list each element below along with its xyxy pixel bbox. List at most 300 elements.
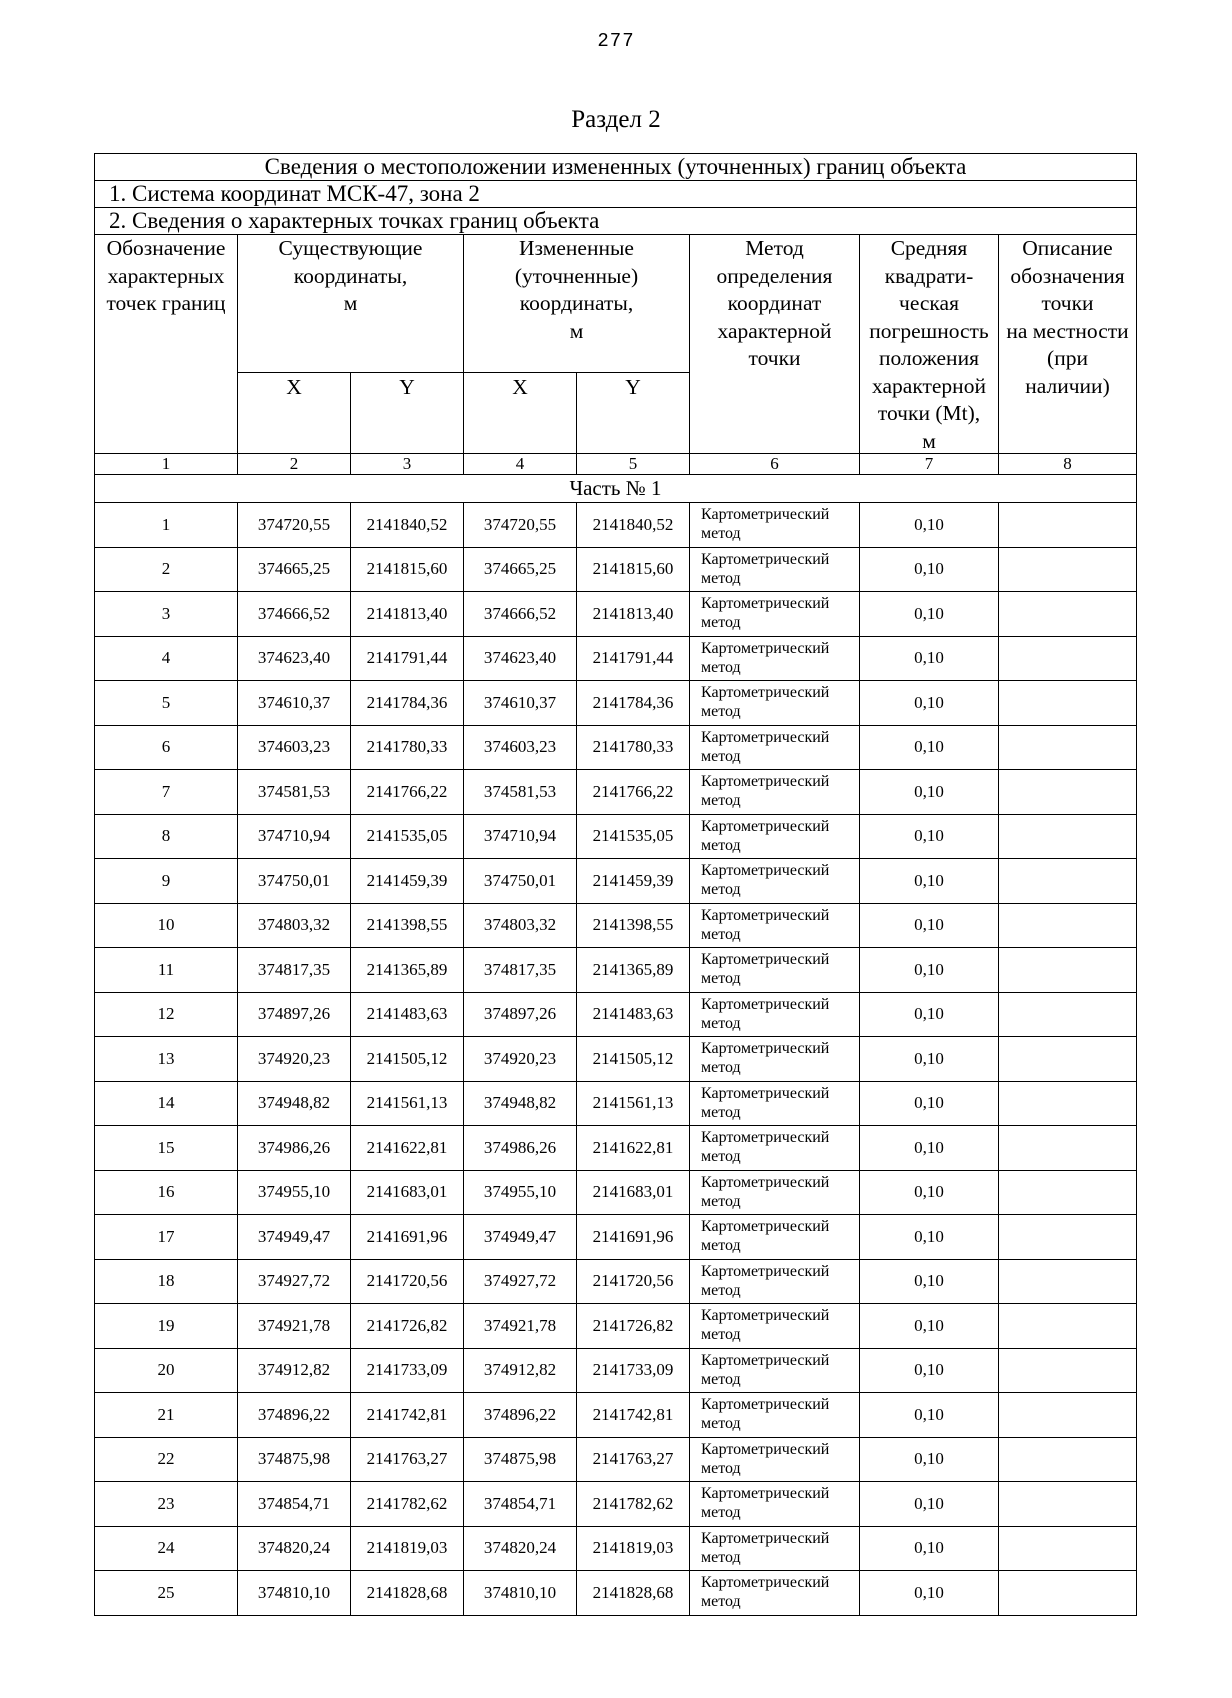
- changed-y-cell: 2141483,63: [577, 992, 690, 1037]
- point-number-cell: 17: [95, 1215, 238, 1260]
- changed-y-cell: 2141683,01: [577, 1170, 690, 1215]
- description-cell: [999, 1081, 1137, 1126]
- method-text: метод: [701, 836, 741, 854]
- changed-x-cell: 374817,35: [464, 948, 577, 993]
- method-text: метод: [701, 525, 741, 542]
- header-line: ческая: [899, 291, 959, 315]
- column-number: 2: [238, 454, 351, 475]
- changed-x-cell: 374603,23: [464, 725, 577, 770]
- method-text: Картометрический: [701, 595, 830, 612]
- column-number: 6: [690, 454, 860, 475]
- existing-y-cell: 2141535,05: [351, 814, 464, 859]
- table-row: [95, 859, 1137, 904]
- method-cell: [690, 636, 860, 681]
- header-line: м: [343, 291, 358, 315]
- header-changed-y: Y: [577, 373, 690, 454]
- description-cell: [999, 859, 1137, 904]
- method-text: Картометрический: [701, 728, 830, 746]
- existing-y-cell: 2141813,40: [351, 592, 464, 637]
- mean-square-error-cell: 0,10: [860, 992, 999, 1037]
- method-text: метод: [701, 881, 741, 898]
- existing-x-cell: 374927,72: [238, 1259, 351, 1304]
- changed-x-cell: 374666,52: [464, 592, 577, 637]
- point-number-cell: 20: [95, 1348, 238, 1393]
- table-row: [95, 1170, 1137, 1215]
- existing-x-cell: 374949,47: [238, 1215, 351, 1260]
- existing-y-cell: 2141828,68: [351, 1571, 464, 1616]
- description-cell: [999, 592, 1137, 637]
- changed-y-cell: 2141763,27: [577, 1437, 690, 1482]
- existing-y-cell: 2141733,09: [351, 1348, 464, 1393]
- section-title: Раздел 2: [571, 106, 661, 133]
- method-cell: [690, 1437, 860, 1482]
- changed-y-cell: 2141813,40: [577, 592, 690, 637]
- header-line: квадрати-: [884, 263, 974, 288]
- changed-x-cell: 374623,40: [464, 636, 577, 681]
- mean-square-error-cell: 0,10: [860, 1304, 999, 1349]
- description-cell: [999, 681, 1137, 726]
- existing-y-cell: 2141763,27: [351, 1437, 464, 1482]
- header-line: координат: [727, 291, 822, 315]
- changed-y-cell: 2141791,44: [577, 636, 690, 681]
- method-text: метод: [701, 970, 741, 987]
- point-number-cell: 21: [95, 1393, 238, 1438]
- mean-square-error-cell: 0,10: [860, 859, 999, 904]
- method-text: Картометрический: [701, 639, 830, 657]
- table-row: [95, 1393, 1137, 1438]
- changed-x-cell: 374720,55: [464, 503, 577, 548]
- changed-y-cell: 2141780,33: [577, 725, 690, 770]
- method-cell: [690, 1170, 860, 1215]
- method-cell: [690, 992, 860, 1037]
- header-existing-coordinates: [238, 235, 464, 373]
- method-text: Картометрический: [701, 1040, 830, 1057]
- method-text: метод: [701, 1281, 741, 1299]
- header-line: м: [922, 428, 936, 453]
- method-text: Картометрический: [701, 995, 830, 1013]
- changed-x-cell: 374986,26: [464, 1126, 577, 1171]
- existing-y-cell: 2141840,52: [351, 503, 464, 548]
- method-cell: [690, 1215, 860, 1260]
- method-text: метод: [701, 1103, 741, 1121]
- method-cell: [690, 1259, 860, 1304]
- header-existing-y: Y: [351, 373, 464, 454]
- column-number: 5: [577, 454, 690, 475]
- existing-x-cell: 374986,26: [238, 1126, 351, 1171]
- method-cell: [690, 770, 860, 815]
- table-row: [95, 1126, 1137, 1171]
- method-text: метод: [701, 1504, 741, 1521]
- method-cell: [690, 503, 860, 548]
- method-text: метод: [701, 1415, 741, 1432]
- point-number-cell: 25: [95, 1571, 238, 1616]
- existing-y-cell: 2141365,89: [351, 948, 464, 993]
- mean-square-error-cell: 0,10: [860, 1482, 999, 1527]
- existing-x-cell: 374817,35: [238, 948, 351, 993]
- changed-y-cell: 2141815,60: [577, 547, 690, 592]
- method-text: метод: [701, 569, 741, 587]
- point-number-cell: 12: [95, 992, 238, 1037]
- changed-x-cell: 374920,23: [464, 1037, 577, 1082]
- existing-x-cell: 374603,23: [238, 725, 351, 770]
- table-row: [95, 1571, 1137, 1616]
- existing-x-cell: 374921,78: [238, 1304, 351, 1349]
- header-line: Измененные: [519, 236, 634, 260]
- mean-square-error-cell: 0,10: [860, 681, 999, 726]
- existing-y-cell: 2141622,81: [351, 1126, 464, 1171]
- changed-y-cell: 2141691,96: [577, 1215, 690, 1260]
- table-row: [95, 814, 1137, 859]
- changed-x-cell: 374949,47: [464, 1215, 577, 1260]
- point-number-cell: 23: [95, 1482, 238, 1527]
- existing-x-cell: 374666,52: [238, 592, 351, 637]
- method-text: метод: [701, 1059, 741, 1076]
- table-row: [95, 1437, 1137, 1482]
- header-line: Существующие: [278, 236, 423, 260]
- header-line: погрешность: [869, 318, 989, 343]
- method-text: Картометрический: [701, 906, 830, 924]
- header-designation: [95, 235, 238, 454]
- changed-x-cell: 374803,32: [464, 903, 577, 948]
- mean-square-error-cell: 0,10: [860, 1037, 999, 1082]
- changed-x-cell: 374665,25: [464, 547, 577, 592]
- changed-y-cell: 2141828,68: [577, 1571, 690, 1616]
- header-description: [999, 235, 1137, 454]
- description-cell: [999, 770, 1137, 815]
- mean-square-error-cell: 0,10: [860, 1215, 999, 1260]
- header-line: Средняя: [890, 236, 968, 260]
- method-text: Картометрический: [701, 773, 830, 790]
- description-cell: [999, 814, 1137, 859]
- coordinate-system-line: 1. Система координат МСК-47, зона 2: [95, 181, 1137, 208]
- existing-x-cell: 374665,25: [238, 547, 351, 592]
- point-number-cell: 15: [95, 1126, 238, 1171]
- description-cell: [999, 992, 1137, 1037]
- method-text: метод: [701, 1192, 741, 1210]
- changed-y-cell: 2141505,12: [577, 1037, 690, 1082]
- method-text: Картометрический: [701, 1262, 830, 1280]
- existing-x-cell: 374803,32: [238, 903, 351, 948]
- column-number: 7: [860, 454, 999, 475]
- existing-x-cell: 374948,82: [238, 1081, 351, 1126]
- table-row: [95, 503, 1137, 548]
- header-method: [690, 235, 860, 454]
- changed-y-cell: 2141840,52: [577, 503, 690, 548]
- method-cell: [690, 903, 860, 948]
- method-text: Картометрический: [701, 1485, 830, 1502]
- changed-y-cell: 2141365,89: [577, 948, 690, 993]
- table-row: [95, 1482, 1137, 1527]
- table-row: [95, 725, 1137, 770]
- method-cell: [690, 1348, 860, 1393]
- mean-square-error-cell: 0,10: [860, 503, 999, 548]
- changed-x-cell: 374710,94: [464, 814, 577, 859]
- table-row: [95, 547, 1137, 592]
- method-text: Картометрический: [701, 862, 830, 879]
- method-text: Картометрический: [701, 1129, 830, 1146]
- changed-y-cell: 2141398,55: [577, 903, 690, 948]
- changed-x-cell: 374810,10: [464, 1571, 577, 1616]
- mean-square-error-cell: 0,10: [860, 1437, 999, 1482]
- existing-y-cell: 2141683,01: [351, 1170, 464, 1215]
- description-cell: [999, 547, 1137, 592]
- existing-y-cell: 2141720,56: [351, 1259, 464, 1304]
- existing-y-cell: 2141819,03: [351, 1526, 464, 1571]
- mean-square-error-cell: 0,10: [860, 725, 999, 770]
- method-text: Картометрический: [701, 506, 830, 523]
- column-number: 4: [464, 454, 577, 475]
- existing-y-cell: 2141398,55: [351, 903, 464, 948]
- mean-square-error-cell: 0,10: [860, 592, 999, 637]
- table-row: [95, 1526, 1137, 1571]
- description-cell: [999, 1571, 1137, 1616]
- mean-square-error-cell: 0,10: [860, 1126, 999, 1171]
- table-title: Сведения о местоположении измененных (уточненных) границ объекта: [95, 154, 1137, 181]
- mean-square-error-cell: 0,10: [860, 903, 999, 948]
- point-number-cell: 14: [95, 1081, 238, 1126]
- description-cell: [999, 636, 1137, 681]
- table-row: [95, 1215, 1137, 1260]
- existing-y-cell: 2141726,82: [351, 1304, 464, 1349]
- point-number-cell: 13: [95, 1037, 238, 1082]
- existing-x-cell: 374810,10: [238, 1571, 351, 1616]
- existing-y-cell: 2141782,62: [351, 1482, 464, 1527]
- existing-x-cell: 374623,40: [238, 636, 351, 681]
- point-number-cell: 6: [95, 725, 238, 770]
- description-cell: [999, 1437, 1137, 1482]
- mean-square-error-cell: 0,10: [860, 948, 999, 993]
- existing-x-cell: 374875,98: [238, 1437, 351, 1482]
- description-cell: [999, 725, 1137, 770]
- header-line: точки (Mt),: [877, 401, 981, 425]
- existing-x-cell: 374955,10: [238, 1170, 351, 1215]
- point-number-cell: 5: [95, 681, 238, 726]
- table-row: [95, 636, 1137, 681]
- description-cell: [999, 1393, 1137, 1438]
- header-line: характерных: [107, 263, 225, 288]
- existing-x-cell: 374912,82: [238, 1348, 351, 1393]
- changed-y-cell: 2141742,81: [577, 1393, 690, 1438]
- existing-x-cell: 374896,22: [238, 1393, 351, 1438]
- changed-x-cell: 374955,10: [464, 1170, 577, 1215]
- point-number-cell: 16: [95, 1170, 238, 1215]
- method-text: Картометрический: [701, 1574, 830, 1591]
- table-row: [95, 1259, 1137, 1304]
- description-cell: [999, 1259, 1137, 1304]
- existing-y-cell: 2141784,36: [351, 681, 464, 726]
- method-text: метод: [701, 1237, 741, 1254]
- header-mean-square-error: [860, 235, 999, 454]
- description-cell: [999, 1170, 1137, 1215]
- method-text: метод: [701, 658, 741, 676]
- method-cell: [690, 859, 860, 904]
- description-cell: [999, 1348, 1137, 1393]
- method-text: Картометрический: [701, 1351, 830, 1369]
- coordinates-table: [94, 153, 1137, 1616]
- method-cell: [690, 681, 860, 726]
- header-changed-x: X: [464, 373, 577, 454]
- header-line: Метод: [745, 236, 804, 260]
- method-text: метод: [701, 1014, 741, 1032]
- mean-square-error-cell: 0,10: [860, 814, 999, 859]
- method-text: метод: [701, 747, 741, 765]
- point-number-cell: 8: [95, 814, 238, 859]
- mean-square-error-cell: 0,10: [860, 1259, 999, 1304]
- mean-square-error-cell: 0,10: [860, 770, 999, 815]
- table-row: [95, 1081, 1137, 1126]
- changed-x-cell: 374750,01: [464, 859, 577, 904]
- method-text: метод: [701, 1459, 741, 1477]
- changed-x-cell: 374820,24: [464, 1526, 577, 1571]
- table-row: [95, 903, 1137, 948]
- table-row: [95, 1304, 1137, 1349]
- description-cell: [999, 903, 1137, 948]
- changed-y-cell: 2141784,36: [577, 681, 690, 726]
- changed-y-cell: 2141720,56: [577, 1259, 690, 1304]
- method-cell: [690, 725, 860, 770]
- part-label: Часть № 1: [95, 475, 1137, 503]
- method-cell: [690, 592, 860, 637]
- changed-y-cell: 2141622,81: [577, 1126, 690, 1171]
- changed-x-cell: 374912,82: [464, 1348, 577, 1393]
- description-cell: [999, 948, 1137, 993]
- changed-y-cell: 2141726,82: [577, 1304, 690, 1349]
- changed-x-cell: 374896,22: [464, 1393, 577, 1438]
- point-number-cell: 1: [95, 503, 238, 548]
- point-number-cell: 10: [95, 903, 238, 948]
- method-cell: [690, 1304, 860, 1349]
- header-line: характерной: [872, 373, 986, 398]
- header-line: положения: [879, 346, 979, 370]
- existing-y-cell: 2141561,13: [351, 1081, 464, 1126]
- changed-x-cell: 374921,78: [464, 1304, 577, 1349]
- existing-x-cell: 374610,37: [238, 681, 351, 726]
- changed-x-cell: 374581,53: [464, 770, 577, 815]
- method-cell: [690, 1571, 860, 1616]
- header-line: Обозначение: [106, 236, 226, 260]
- changed-y-cell: 2141819,03: [577, 1526, 690, 1571]
- mean-square-error-cell: 0,10: [860, 1081, 999, 1126]
- table-row: [95, 770, 1137, 815]
- header-line: точек границ: [106, 291, 226, 315]
- table-row: [95, 681, 1137, 726]
- point-number-cell: 24: [95, 1526, 238, 1571]
- mean-square-error-cell: 0,10: [860, 636, 999, 681]
- method-text: Картометрический: [701, 1218, 830, 1235]
- description-cell: [999, 1037, 1137, 1082]
- header-line: координаты,: [293, 263, 408, 288]
- mean-square-error-cell: 0,10: [860, 1526, 999, 1571]
- mean-square-error-cell: 0,10: [860, 547, 999, 592]
- boundary-points-line: 2. Сведения о характерных точках границ объекта: [95, 208, 1137, 235]
- method-text: метод: [701, 1326, 741, 1343]
- point-number-cell: 22: [95, 1437, 238, 1482]
- existing-x-cell: 374897,26: [238, 992, 351, 1037]
- method-text: метод: [701, 1548, 741, 1566]
- method-cell: [690, 547, 860, 592]
- changed-y-cell: 2141561,13: [577, 1081, 690, 1126]
- changed-x-cell: 374948,82: [464, 1081, 577, 1126]
- changed-x-cell: 374875,98: [464, 1437, 577, 1482]
- changed-y-cell: 2141782,62: [577, 1482, 690, 1527]
- header-line: (при: [1047, 346, 1088, 370]
- method-text: Картометрический: [701, 1396, 830, 1413]
- header-line: Описание: [1022, 236, 1113, 260]
- mean-square-error-cell: 0,10: [860, 1571, 999, 1616]
- changed-x-cell: 374610,37: [464, 681, 577, 726]
- column-number: 1: [95, 454, 238, 475]
- method-text: метод: [701, 792, 741, 809]
- existing-y-cell: 2141483,63: [351, 992, 464, 1037]
- table-row: [95, 592, 1137, 637]
- description-cell: [999, 1526, 1137, 1571]
- point-number-cell: 18: [95, 1259, 238, 1304]
- table-row: [95, 948, 1137, 993]
- method-text: Картометрический: [701, 951, 830, 968]
- header-existing-x: X: [238, 373, 351, 454]
- header-line: м: [569, 318, 584, 343]
- point-number-cell: 11: [95, 948, 238, 993]
- existing-y-cell: 2141815,60: [351, 547, 464, 592]
- point-number-cell: 2: [95, 547, 238, 592]
- header-changed-coordinates: [464, 235, 690, 373]
- existing-y-cell: 2141780,33: [351, 725, 464, 770]
- method-text: Картометрический: [701, 684, 830, 701]
- header-line: на местности: [1006, 318, 1129, 343]
- header-line: характерной: [717, 318, 832, 343]
- method-text: метод: [701, 1370, 741, 1388]
- method-cell: [690, 1482, 860, 1527]
- header-line: наличии): [1025, 373, 1110, 398]
- mean-square-error-cell: 0,10: [860, 1393, 999, 1438]
- method-cell: [690, 1126, 860, 1171]
- description-cell: [999, 1304, 1137, 1349]
- mean-square-error-cell: 0,10: [860, 1170, 999, 1215]
- page-number: 277: [597, 30, 635, 52]
- table-row: [95, 992, 1137, 1037]
- column-number: 8: [999, 454, 1137, 475]
- point-number-cell: 7: [95, 770, 238, 815]
- table-row: [95, 1348, 1137, 1393]
- header-line: (уточненные): [514, 263, 639, 288]
- description-cell: [999, 1215, 1137, 1260]
- existing-x-cell: 374710,94: [238, 814, 351, 859]
- column-number-row: [95, 454, 1137, 475]
- existing-x-cell: 374920,23: [238, 1037, 351, 1082]
- description-cell: [999, 503, 1137, 548]
- changed-y-cell: 2141766,22: [577, 770, 690, 815]
- column-number: 3: [351, 454, 464, 475]
- existing-x-cell: 374750,01: [238, 859, 351, 904]
- method-text: метод: [701, 1148, 741, 1165]
- changed-x-cell: 374854,71: [464, 1482, 577, 1527]
- header-line: обозначения: [1010, 263, 1125, 288]
- method-text: Картометрический: [701, 1173, 830, 1191]
- mean-square-error-cell: 0,10: [860, 1348, 999, 1393]
- table-row: [95, 1037, 1137, 1082]
- point-number-cell: 4: [95, 636, 238, 681]
- changed-x-cell: 374897,26: [464, 992, 577, 1037]
- header-line: определения: [716, 263, 833, 288]
- header-line: точки: [748, 346, 801, 370]
- method-text: Картометрический: [701, 1440, 830, 1458]
- method-cell: [690, 814, 860, 859]
- method-text: Картометрический: [701, 1529, 830, 1547]
- existing-x-cell: 374581,53: [238, 770, 351, 815]
- method-cell: [690, 1081, 860, 1126]
- method-text: метод: [701, 925, 741, 943]
- method-cell: [690, 1037, 860, 1082]
